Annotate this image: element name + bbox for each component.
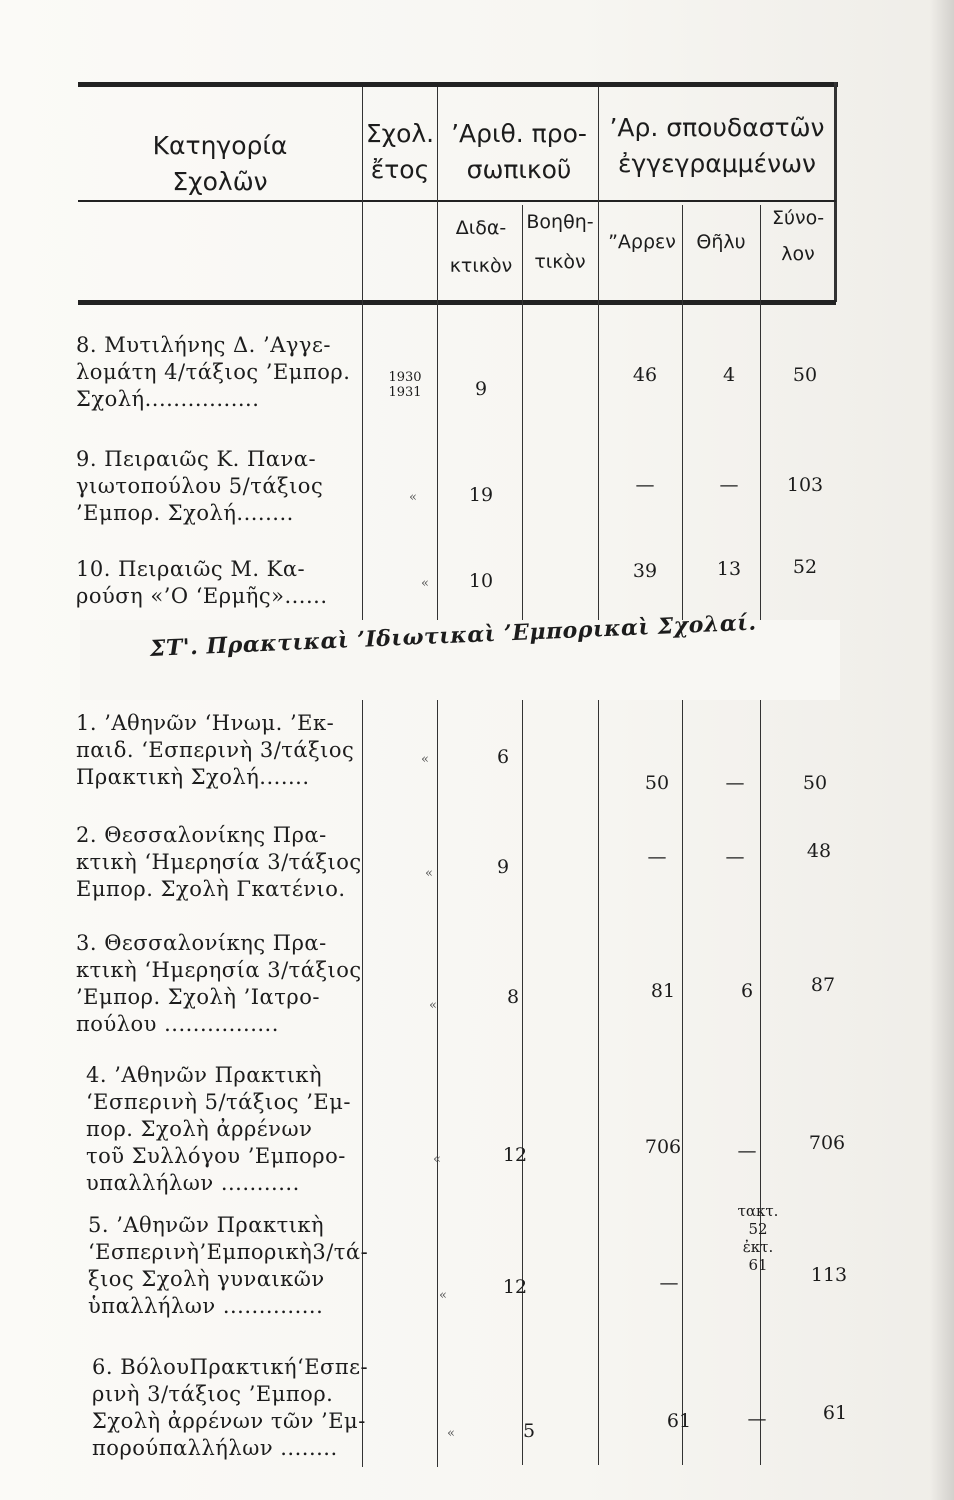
row-female: — xyxy=(719,474,739,496)
table-row-name xyxy=(92,1354,392,1462)
row-total: 52 xyxy=(792,556,818,578)
row-male: 50 xyxy=(644,772,670,794)
header-staff xyxy=(440,116,598,188)
row-year xyxy=(380,370,430,400)
header-school-year xyxy=(360,116,440,188)
row-name-line: γιωτοπούλου 5/τάξιος xyxy=(76,474,324,498)
table-row-name xyxy=(76,710,376,791)
row-female: 4 xyxy=(722,364,736,386)
header-total-line1: Σύνο- xyxy=(771,207,825,229)
row-name-line: ‘Εσπερινὴ’Εμπορικὴ3/τά- xyxy=(88,1240,369,1264)
row-total: 50 xyxy=(802,772,828,794)
row-name-line: τοῦ Συλλόγου ’Εμπορο- xyxy=(86,1144,346,1168)
row-name-line: Σχολή................ xyxy=(76,387,260,411)
row-name-line: 3. Θεσσαλονίκης Πρα- xyxy=(76,931,327,955)
female-split-value: 61 xyxy=(748,1256,768,1274)
header-male: ”Αρρεν xyxy=(608,231,676,253)
row-name-line: ’Εμπορ. Σχολὴ ’Ιατρο- xyxy=(76,985,320,1009)
row-teaching: 12 xyxy=(502,1144,528,1166)
header-total xyxy=(760,204,836,268)
row-female-split xyxy=(728,1202,788,1274)
row-name-line: παιδ. ‘Εσπερινὴ 3/τάξιος xyxy=(76,738,355,762)
header-divider xyxy=(78,200,836,202)
row-name-line: 1. ’Αθηνῶν ‘Ηνωμ. ’Εκ- xyxy=(76,711,335,735)
header-staff-line2: σωπικοῦ xyxy=(466,155,572,184)
col-sep-year xyxy=(437,87,438,1467)
table-top-border xyxy=(78,82,838,87)
row-male: 81 xyxy=(650,980,676,1002)
row-name-line: Σχολὴ ἀρρένων τῶν ’Εμ- xyxy=(92,1409,366,1433)
row-total: 61 xyxy=(822,1402,848,1424)
row-male: — xyxy=(635,474,655,496)
row-male: — xyxy=(659,1272,679,1294)
female-split-label: τακτ. xyxy=(737,1202,779,1220)
row-teaching: 12 xyxy=(502,1276,528,1298)
row-name-line: πορούπαλλήλων ........ xyxy=(92,1436,338,1460)
row-male: 706 xyxy=(644,1136,682,1158)
row-teaching: 9 xyxy=(496,856,510,878)
header-bottom-border xyxy=(78,300,836,305)
row-year-line: 1930 xyxy=(388,370,422,385)
row-name-line: 6. ΒόλουΠρακτική‘Εσπε- xyxy=(92,1355,369,1379)
row-name-line: 2. Θεσσαλονίκης Πρα- xyxy=(76,823,327,847)
female-split-label: ἐκτ. xyxy=(742,1238,774,1256)
header-female: Θῆλυ xyxy=(696,231,746,253)
header-auxiliary-line2: τικὸν xyxy=(534,251,586,273)
header-auxiliary xyxy=(522,208,598,276)
row-name-line: ρούση «’Ο ‘Ερμῆς»...... xyxy=(76,584,328,608)
col-sep-auxiliary xyxy=(598,205,599,1465)
row-year-ditto: « xyxy=(433,1152,441,1167)
row-name-line: ’Εμπορ. Σχολή........ xyxy=(76,501,294,525)
header-total-line2: λον xyxy=(781,243,815,265)
row-name-line: Εμπορ. Σχολὴ Γκατένιο. xyxy=(76,877,346,901)
row-name-line: πορ. Σχολὴ ἀρρένων xyxy=(86,1117,313,1141)
table-row-name xyxy=(76,822,376,903)
female-split-value: 52 xyxy=(748,1220,768,1238)
table-row-name xyxy=(88,1212,388,1320)
page-edge-shadow xyxy=(930,0,954,1500)
table-row-name xyxy=(76,930,376,1038)
row-name-line: ‘Εσπερινὴ 5/τάξιος ’Εμ- xyxy=(86,1090,351,1114)
row-teaching: 6 xyxy=(496,746,510,768)
row-name-line: 9. Πειραιῶς Κ. Πανα- xyxy=(76,447,317,471)
row-name-line: 8. Μυτιλήνης Δ. ’Αγγε- xyxy=(76,333,331,357)
header-students xyxy=(600,110,834,182)
row-year-ditto: « xyxy=(447,1426,455,1441)
row-year-ditto: « xyxy=(421,576,429,591)
table-right-border xyxy=(834,82,837,302)
row-name-line: λομάτη 4/τάξιος ’Εμπορ. xyxy=(76,360,351,384)
table-row-name xyxy=(76,556,376,610)
table-row-name xyxy=(76,446,376,527)
row-total: 48 xyxy=(806,840,832,862)
row-male: 39 xyxy=(632,560,658,582)
row-total: 103 xyxy=(786,474,824,496)
row-name-line: 4. ’Αθηνῶν Πρακτικὴ xyxy=(86,1063,323,1087)
row-year-ditto: « xyxy=(439,1288,447,1303)
row-year-ditto: « xyxy=(409,490,417,505)
header-teaching-line1: Διδα- xyxy=(455,217,507,239)
row-female: — xyxy=(725,846,745,868)
section-title: ΣΤ'. Πρακτικαὶ ’Ιδιωτικαὶ ’Εμπορικαὶ Σχολαί. xyxy=(149,609,758,662)
col-sep-female xyxy=(760,205,761,1465)
row-teaching: 10 xyxy=(468,570,494,592)
row-year-ditto: « xyxy=(429,998,437,1013)
row-name-line: ρινὴ 3/τάξιος ’Εμπορ. xyxy=(92,1382,334,1406)
header-category-line2: Σχολῶν xyxy=(172,167,268,196)
header-teaching-line2: κτικὸν xyxy=(449,255,513,277)
header-category xyxy=(110,128,330,200)
row-name-line: Πρακτικὴ Σχολή....... xyxy=(76,765,310,789)
row-year-ditto: « xyxy=(425,866,433,881)
row-teaching: 8 xyxy=(506,986,520,1008)
header-students-line1: ’Αρ. σπουδαστῶν xyxy=(609,113,825,142)
header-students-line2: ἐγγεγραμμένων xyxy=(618,149,816,178)
header-auxiliary-line1: Βοηθη- xyxy=(526,211,594,233)
row-year-line: 1931 xyxy=(388,385,422,400)
row-name-line: κτικὴ ‘Ημερησία 3/τάξιος xyxy=(76,850,362,874)
row-name-line: ξιος Σχολὴ γυναικῶν xyxy=(88,1267,325,1291)
row-year-ditto: « xyxy=(421,752,429,767)
header-teaching xyxy=(440,214,522,280)
row-male: — xyxy=(647,846,667,868)
table-row-name xyxy=(76,332,376,413)
header-category-line1: Κατηγορία xyxy=(152,131,288,160)
row-name-line: 5. ’Αθηνῶν Πρακτικὴ xyxy=(88,1213,325,1237)
row-total: 87 xyxy=(810,974,836,996)
row-male: 61 xyxy=(666,1410,692,1432)
row-total: 50 xyxy=(792,364,818,386)
row-teaching: 5 xyxy=(522,1420,536,1442)
row-total: 113 xyxy=(810,1264,848,1286)
row-name-line: υπαλλήλων ........... xyxy=(86,1171,300,1195)
row-name-line: 10. Πειραιῶς Μ. Κα- xyxy=(76,557,306,581)
row-male: 46 xyxy=(632,364,658,386)
row-female: — xyxy=(737,1140,757,1162)
row-name-line: πούλου ................ xyxy=(76,1012,279,1036)
table-row-name xyxy=(86,1062,386,1197)
row-female: — xyxy=(725,772,745,794)
row-name-line: ὑπαλλήλων .............. xyxy=(88,1294,324,1318)
header-school-year-line1: Σχολ. xyxy=(365,119,435,148)
row-female: — xyxy=(747,1408,767,1430)
row-total: 706 xyxy=(808,1132,846,1154)
row-female: 6 xyxy=(740,980,754,1002)
header-school-year-line2: ἔτος xyxy=(370,155,430,184)
row-name-line: κτικὴ ‘Ημερησία 3/τάξιος xyxy=(76,958,362,982)
row-teaching: 9 xyxy=(474,378,488,400)
row-teaching: 19 xyxy=(468,484,494,506)
header-staff-line1: ’Αριθ. προ- xyxy=(451,119,587,148)
row-female: 13 xyxy=(716,558,742,580)
